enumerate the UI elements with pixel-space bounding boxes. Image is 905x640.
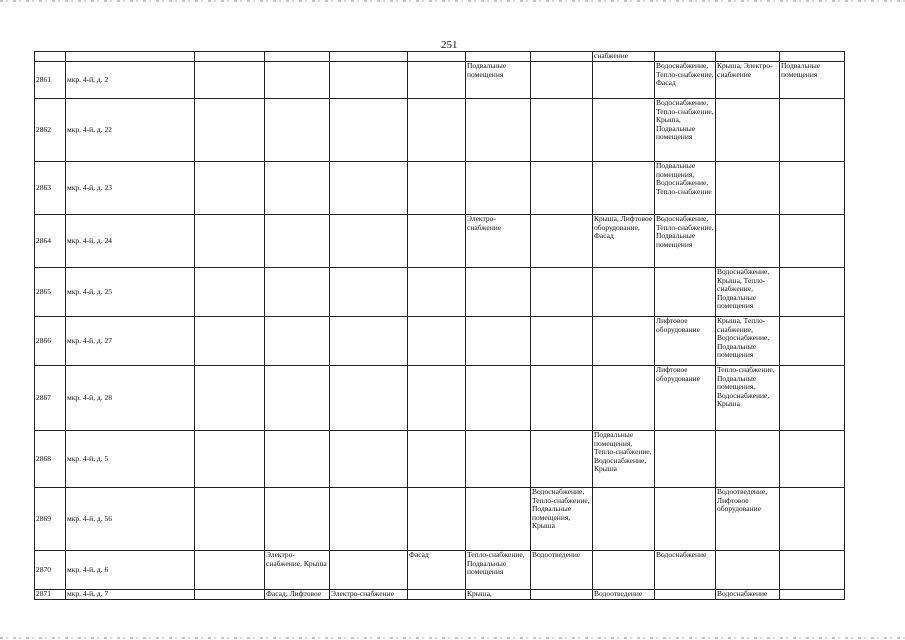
- work-type-cell: [780, 590, 845, 600]
- work-type-cell: [780, 488, 845, 551]
- table-row: [35, 162, 845, 215]
- work-type-cell: Фасад, Лифтовое: [265, 590, 330, 600]
- work-type-cell: [195, 366, 265, 431]
- work-type-cell: [593, 317, 655, 366]
- row-number: 2866: [35, 317, 66, 366]
- work-type-cell: Подвальные помещения, Водоснабжение, Тепло-снабжение: [655, 162, 716, 215]
- row-number: 2865: [35, 268, 66, 317]
- work-type-cell: [531, 317, 593, 366]
- work-type-cell: [466, 431, 531, 488]
- work-type-cell: [265, 62, 330, 99]
- work-type-cell: Подвальные помещения: [466, 62, 531, 99]
- work-type-cell: [265, 431, 330, 488]
- work-type-cell: Лифтовое оборудование: [655, 317, 716, 366]
- work-type-cell: [780, 268, 845, 317]
- work-type-cell: [195, 268, 265, 317]
- work-type-cell: [593, 366, 655, 431]
- work-type-cell: [466, 268, 531, 317]
- work-type-cell: [330, 162, 408, 215]
- work-type-cell: [408, 488, 466, 551]
- work-type-cell: [330, 99, 408, 162]
- work-type-cell: [780, 215, 845, 268]
- work-type-cell: [716, 99, 780, 162]
- work-type-cell: [330, 268, 408, 317]
- page-number: 251: [441, 39, 458, 51]
- address-cell: мкр. 4-й, д. 24: [66, 215, 195, 268]
- work-type-cell: [408, 99, 466, 162]
- work-type-cell: [780, 431, 845, 488]
- table-row-continuation: [35, 52, 845, 62]
- address-cell: мкр. 4-й, д. 2: [66, 62, 195, 99]
- table-row: [35, 590, 845, 600]
- address-cell: мкр. 4-й, д. 22: [66, 99, 195, 162]
- work-type-cell: [408, 268, 466, 317]
- work-type-cell: [593, 162, 655, 215]
- address-cell: мкр. 4-й, д. 28: [66, 366, 195, 431]
- work-type-cell: [466, 99, 531, 162]
- row-number: 2868: [35, 431, 66, 488]
- work-type-cell: [655, 590, 716, 600]
- row-number: 2870: [35, 551, 66, 590]
- table-row: [35, 317, 845, 366]
- address-cell: мкр. 4-й, д. 5: [66, 431, 195, 488]
- work-type-cell: Водоснабжение: [655, 551, 716, 590]
- work-type-cell: Водоотведение, Лифтовое оборудование: [716, 488, 780, 551]
- table-row: [35, 551, 845, 590]
- work-type-cell: [265, 162, 330, 215]
- work-type-cell: [716, 431, 780, 488]
- work-type-cell: Лифтовое оборудование: [655, 366, 716, 431]
- work-type-cell: [195, 99, 265, 162]
- work-type-cell: [716, 162, 780, 215]
- work-type-cell: [593, 488, 655, 551]
- work-type-cell: [466, 317, 531, 366]
- row-number: 2864: [35, 215, 66, 268]
- work-type-cell: Крыша, Электро-снабжение: [716, 62, 780, 99]
- work-type-cell: Водоотведение: [593, 590, 655, 600]
- work-type-cell: [531, 215, 593, 268]
- work-type-cell: Водоснабжение: [716, 590, 780, 600]
- work-type-cell: Тепло-снабжение, Подвальные помещения: [466, 551, 531, 590]
- work-type-cell: [466, 488, 531, 551]
- work-type-cell: [531, 162, 593, 215]
- row-number: 2862: [35, 99, 66, 162]
- work-type-cell: [716, 551, 780, 590]
- work-type-cell: Подвальные помещения, Тепло-снабжение, Водоснабжение, Крыша: [593, 431, 655, 488]
- work-type-cell: [408, 62, 466, 99]
- table-row: [35, 488, 845, 551]
- work-type-cell: [593, 268, 655, 317]
- work-type-cell: [195, 215, 265, 268]
- work-type-cell: [780, 162, 845, 215]
- table-row: [35, 62, 845, 99]
- work-type-cell: [265, 215, 330, 268]
- row-number: 2863: [35, 162, 66, 215]
- scan-edge-bottom: [0, 637, 905, 639]
- table-row: [35, 268, 845, 317]
- row-number: 2861: [35, 62, 66, 99]
- row-number: 2871: [35, 590, 66, 600]
- work-type-cell: [780, 366, 845, 431]
- work-type-cell: [330, 366, 408, 431]
- work-type-cell: [195, 162, 265, 215]
- work-type-cell: Тепло-снабжение, Подвальные помещения, Водоснабжение, Крыша: [716, 366, 780, 431]
- address-cell: мкр. 4-й, д. 25: [66, 268, 195, 317]
- work-type-cell: [265, 317, 330, 366]
- work-type-cell: [330, 488, 408, 551]
- work-type-cell: Фасад: [408, 551, 466, 590]
- work-type-cell: [593, 99, 655, 162]
- table-row: [35, 215, 845, 268]
- work-type-cell: [408, 317, 466, 366]
- work-type-cell: [466, 162, 531, 215]
- work-type-cell: [531, 99, 593, 162]
- work-type-cell: [330, 317, 408, 366]
- work-type-cell: Электро-снабжение, Крыша: [265, 551, 330, 590]
- work-type-cell: [408, 590, 466, 600]
- work-type-cell: [195, 62, 265, 99]
- work-type-cell: [330, 215, 408, 268]
- row-number: 2867: [35, 366, 66, 431]
- address-cell: мкр. 4-й, д. 23: [66, 162, 195, 215]
- repair-schedule-table: [34, 51, 845, 600]
- work-type-cell: [195, 317, 265, 366]
- work-type-cell: [265, 268, 330, 317]
- scan-edge-top: [0, 0, 905, 2]
- work-type-cell: Водоснабжение, Тепло-снабжение, Крыша, Подвальные помещения: [655, 99, 716, 162]
- address-cell: мкр. 4-й, д. 7: [66, 590, 195, 600]
- work-type-cell: [330, 431, 408, 488]
- work-type-cell: [408, 366, 466, 431]
- work-type-cell: Водоснабжение, Тепло-снабжение, Подвальные помещения, Крыша: [531, 488, 593, 551]
- table-row: [35, 366, 845, 431]
- work-type-cell: [655, 488, 716, 551]
- table-row: [35, 99, 845, 162]
- address-cell: мкр. 4-й, д. 6: [66, 551, 195, 590]
- work-type-cell: [265, 99, 330, 162]
- address-cell: мкр. 4-й, д. 56: [66, 488, 195, 551]
- work-type-cell: [593, 551, 655, 590]
- table-row: [35, 431, 845, 488]
- cell-text: снабжение: [593, 52, 655, 62]
- work-type-cell: [531, 431, 593, 488]
- work-type-cell: Водоотведение: [531, 551, 593, 590]
- work-type-cell: [466, 366, 531, 431]
- work-type-cell: [408, 215, 466, 268]
- work-type-cell: [593, 62, 655, 99]
- work-type-cell: [195, 431, 265, 488]
- work-type-cell: [780, 99, 845, 162]
- work-type-cell: [265, 488, 330, 551]
- work-type-cell: Водоснабжение, Крыша, Тепло-снабжение, Подвальные помещения: [716, 268, 780, 317]
- work-type-cell: [408, 431, 466, 488]
- work-type-cell: Водоснабжение, Тепло-снабжение, Подвальные помещения: [655, 215, 716, 268]
- work-type-cell: [265, 366, 330, 431]
- work-type-cell: Водоснабжение, Тепло-снабжение, Фасад: [655, 62, 716, 99]
- work-type-cell: [330, 62, 408, 99]
- work-type-cell: [531, 268, 593, 317]
- work-type-cell: [195, 551, 265, 590]
- work-type-cell: Крыша,: [466, 590, 531, 600]
- work-type-cell: [780, 551, 845, 590]
- work-type-cell: Крыша, Лифтовое оборудование, Фасад: [593, 215, 655, 268]
- work-type-cell: Подвальные помещения: [780, 62, 845, 99]
- work-type-cell: [655, 431, 716, 488]
- work-type-cell: [408, 162, 466, 215]
- work-type-cell: [330, 551, 408, 590]
- work-type-cell: [531, 62, 593, 99]
- work-type-cell: [780, 317, 845, 366]
- work-type-cell: [716, 215, 780, 268]
- work-type-cell: Электро-снабжение: [466, 215, 531, 268]
- address-cell: мкр. 4-й, д. 27: [66, 317, 195, 366]
- work-type-cell: [531, 366, 593, 431]
- work-type-cell: [195, 590, 265, 600]
- work-type-cell: [195, 488, 265, 551]
- work-type-cell: Крыша, Тепло-снабжение, Водоснабжение, Подвальные помещения: [716, 317, 780, 366]
- work-type-cell: [531, 590, 593, 600]
- row-number: 2869: [35, 488, 66, 551]
- work-type-cell: [655, 268, 716, 317]
- work-type-cell: Электро-снабжение: [330, 590, 408, 600]
